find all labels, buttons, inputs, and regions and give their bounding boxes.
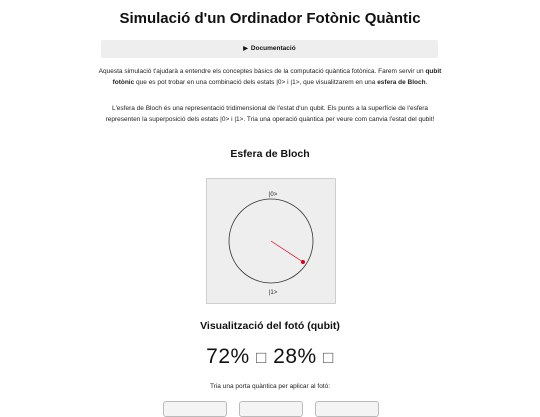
expand-triangle-icon: ▶	[243, 46, 248, 52]
bloch-sphere	[207, 179, 335, 303]
intro-text: .	[425, 78, 428, 86]
photon-heading: Visualització del fotó (qubit)	[200, 320, 340, 332]
gate-prompt: Tria una porta quàntica per aplicar al fotó:	[209, 383, 331, 390]
prob-state-1: 28%	[273, 345, 317, 368]
page-title: Simulació d'un Ordinador Fotònic Quàntic	[119, 10, 421, 27]
state0-glyph-icon: □	[256, 348, 267, 367]
state-vector	[271, 241, 303, 262]
gate-button-2[interactable]	[239, 401, 303, 417]
intro-text: Aquesta simulació t'ajudarà a entendre els conceptes bàsics de la computació quàntica fotònica. Farem servir un	[98, 68, 426, 75]
photon-probabilities	[0, 345, 540, 369]
intro-text: que es pot trobar en una combinació dels estats |0> i |1>, que visualitzarem en una	[134, 78, 378, 86]
bloch-top-label: |0>	[268, 192, 278, 198]
intro-paragraph-1	[98, 67, 442, 88]
state-point	[301, 260, 305, 264]
gate-button-1[interactable]	[163, 401, 227, 417]
state1-glyph-icon: □	[323, 348, 334, 367]
intro-paragraph-2: L'esfera de Bloch és una representació tridimensional de l'estat d'un qubit. Els punts a la superfície de l'esfera representen la superposició dels estats |0> i |1>. Tria una operació quàntica per veure com canvia l'estat del qubit!	[105, 105, 435, 123]
intro-bold-qubit: qubit fotònic	[112, 68, 442, 86]
bloch-bottom-label: |1>	[268, 290, 278, 296]
gate-buttons	[163, 401, 377, 411]
intro-bold-bloch: esfera de Bloch	[377, 78, 426, 86]
prob-state-0: 72%	[206, 345, 250, 368]
documentation-label: Documentació	[250, 45, 296, 52]
bloch-heading: Esfera de Bloch	[230, 148, 310, 160]
gate-button-3[interactable]	[315, 401, 379, 417]
documentation-toggle[interactable]	[101, 40, 438, 58]
bloch-sphere-panel	[206, 178, 336, 304]
